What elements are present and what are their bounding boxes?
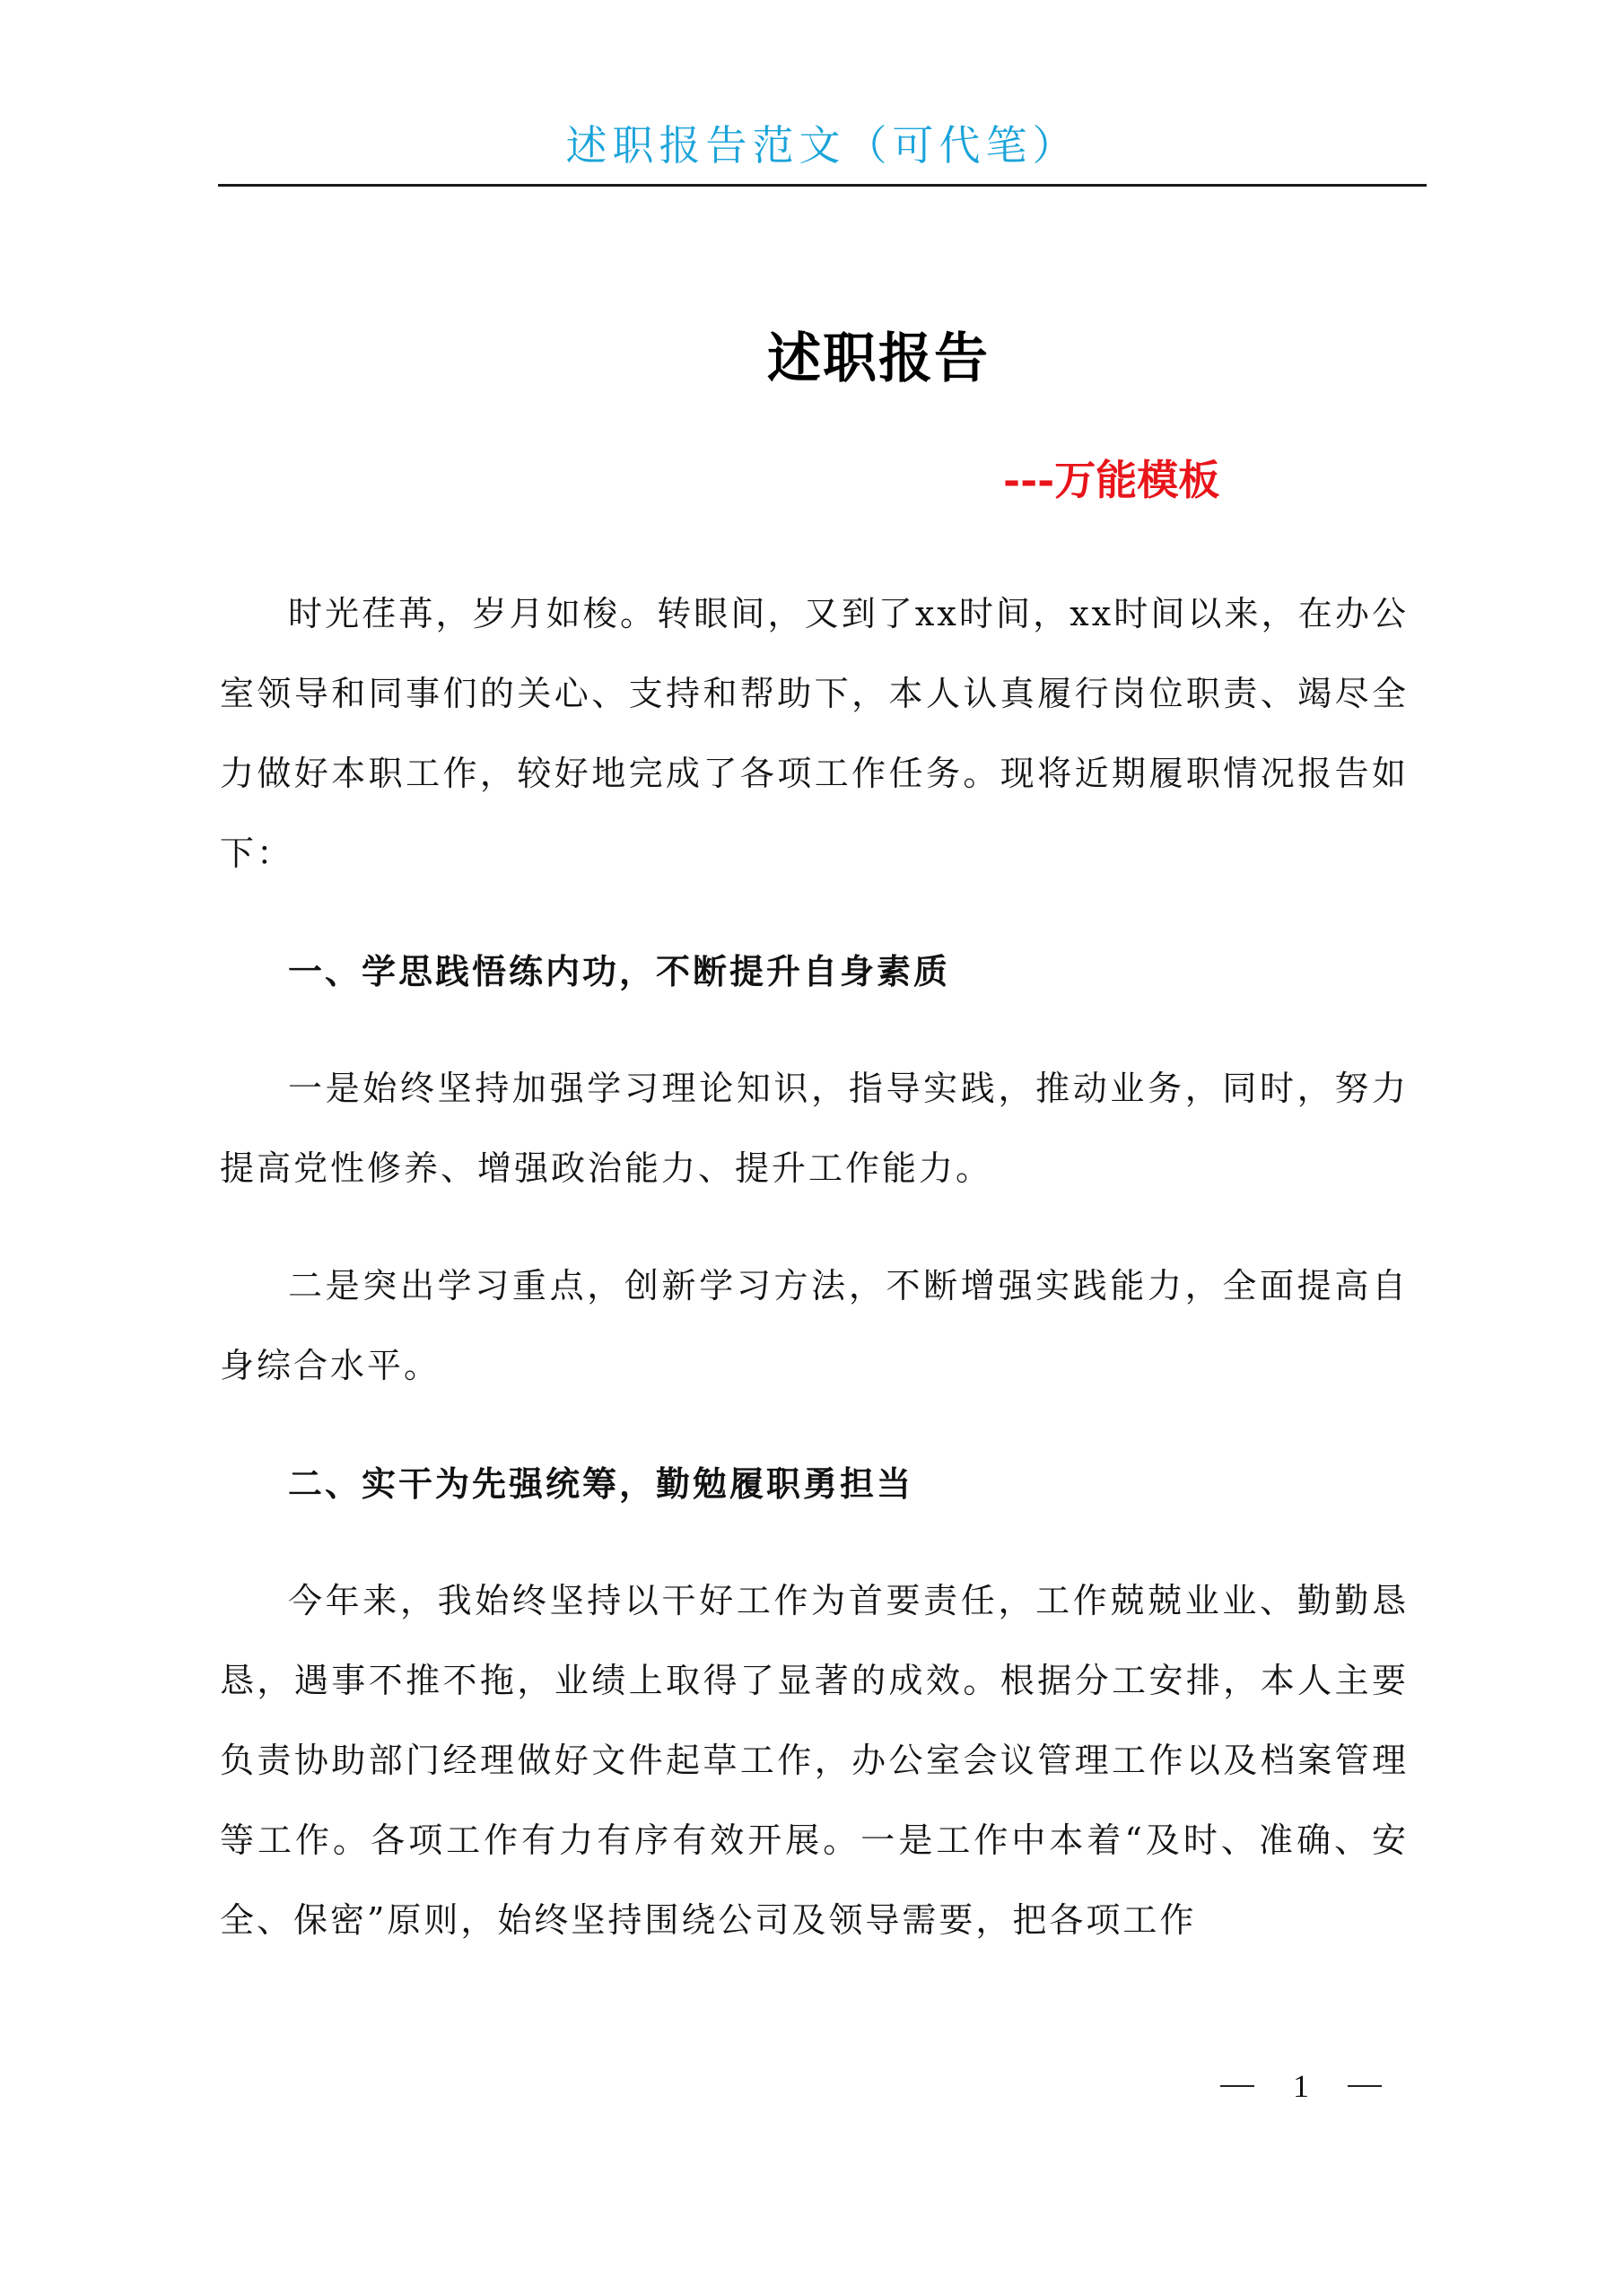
document-subtitle: ---万能模板 xyxy=(1003,456,1220,504)
section-heading-2: 二、实干为先强统筹，勤勉履职勇担当 xyxy=(288,1463,914,1504)
dash-left-icon xyxy=(1220,2085,1254,2087)
page-number: 1 xyxy=(1293,2068,1309,2104)
document-title: 述职报告 xyxy=(767,327,990,390)
header-divider xyxy=(218,184,1427,187)
dash-right-icon xyxy=(1348,2085,1382,2087)
paragraph-2a: 今年来，我始终坚持以干好工作为首要责任，工作兢兢业业、勤勤恳恳，遇事不推不拖，业绩上取得了显著的成效。根据分工安排，本人主要负责协助部门经理做好文件起草工作，办公室会议管理工作以及档案管理等工作。各项工作有力有序有效开展。一是工作中本着“及时、准确、安全、保密”原则，始终坚持围绕公司及领导需要，把各项工作 xyxy=(220,1581,1409,1940)
paragraph-intro: 时光荏苒，岁月如梭。转眼间，又到了xx时间，xx时间以来，在办公室领导和同事们的关心、支持和帮助下，本人认真履行岗位职责、竭尽全力做好本职工作，较好地完成了各项工作任务。现将近期履职情况报告如下： xyxy=(220,594,1409,873)
spacer xyxy=(220,1523,1409,1561)
spacer xyxy=(220,1406,1409,1444)
section-heading-1: 一、学思践悟练内功，不断提升自身素质 xyxy=(288,951,951,991)
paragraph-1a: 一是始终坚持加强学习理论知识，指导实践，推动业务，同时，努力提高党性修养、增强政治能力、提升工作能力。 xyxy=(220,1069,1409,1188)
spacer xyxy=(220,1011,1409,1049)
paragraph-1b: 二是突出学习重点，创新学习方法，不断增强实践能力，全面提高自身综合水平。 xyxy=(220,1266,1409,1385)
page-header-title: 述职报告范文（可代笔） xyxy=(565,121,1079,170)
spacer xyxy=(220,1209,1409,1246)
spacer xyxy=(220,894,1409,931)
document-body xyxy=(220,574,1409,1960)
page-number-footer xyxy=(1220,2064,1382,2108)
